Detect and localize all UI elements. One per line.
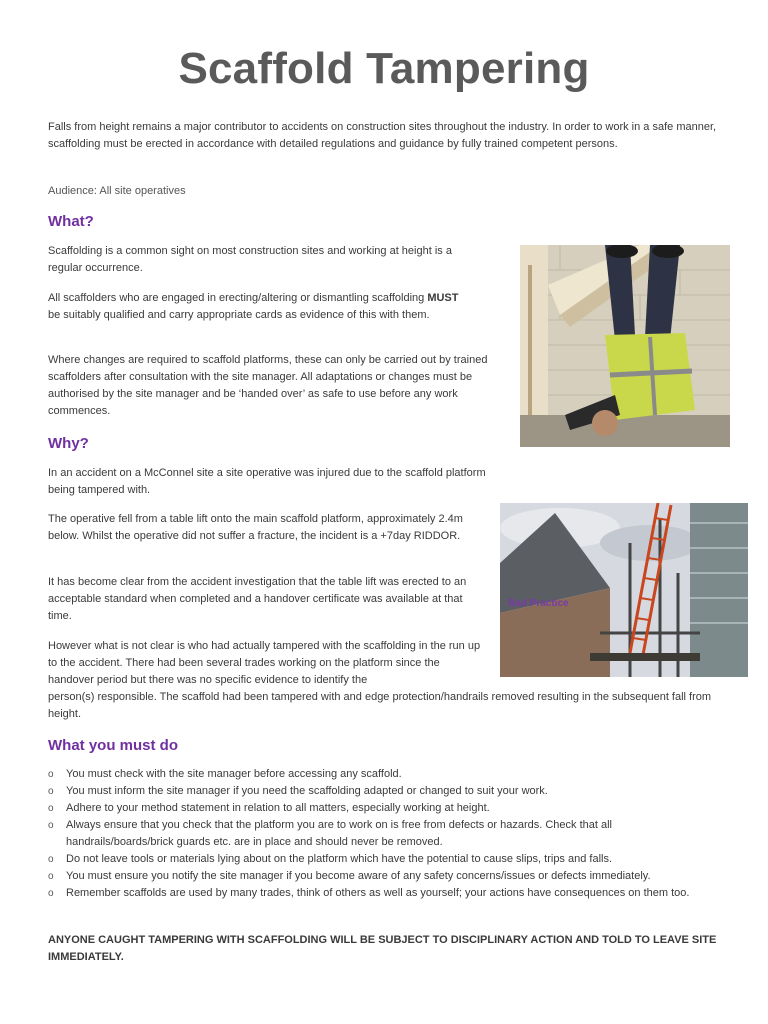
page-title: Scaffold Tampering — [178, 44, 590, 93]
list-item-text: You must ensure you notify the site manager if you become aware of any safety concerns/issues or defects immediately. — [66, 870, 651, 882]
what-p2-text: All scaffolders who are engaged in erecting/altering or dismantling scaffolding — [48, 292, 428, 304]
why-paragraph-2: The operative fell from a table lift onto the main scaffold platform, approximately 2.4m below. Whilst the operative did not suffer a fracture, the incident is a +7day RIDDOR. — [48, 513, 463, 542]
list-item-text: You must inform the site manager if you need the scaffolding adapted or changed to suit your work. — [66, 785, 548, 797]
why-heading: Why? — [48, 435, 89, 452]
what-p2-must: MUST — [427, 292, 459, 304]
worker-falling-photo — [520, 245, 730, 447]
bullet-icon: o — [48, 786, 54, 797]
must-heading: What you must do — [48, 737, 178, 754]
must-do-list — [48, 766, 718, 902]
intro-paragraph: Falls from height remains a major contributor to accidents on construction sites throughout the industry. In order to work in a safe manner, scaffolding must be erected in accordance with detailed regulations and guidance by fully trained competent persons. — [48, 121, 717, 150]
bullet-icon: o — [48, 803, 54, 814]
bullet-icon: o — [48, 888, 54, 899]
what-p2-text-end: be suitably qualified and carry appropriate cards as evidence of this with them. — [48, 309, 430, 321]
bullet-icon: o — [48, 854, 54, 865]
list-item — [48, 851, 718, 868]
photo-caption: Bad Practice — [508, 598, 569, 609]
why-paragraph-4a: However what is not clear is who had actually tampered with the scaffolding in the run up to the accident. There had been several trades working on the platform since the handover period but there was no specific evidence to identify the — [48, 640, 481, 686]
list-item-text: Adhere to your method statement in relation to all matters, especially working at height. — [66, 802, 490, 814]
why-paragraph-4b: person(s) responsible. The scaffold had been tampered with and edge protection/handrails removed resulting in the subsequent fall from height. — [48, 691, 712, 720]
list-item-text: Do not leave tools or materials lying about on the platform which have the potential to cause slips, trips and falls. — [66, 853, 613, 865]
what-paragraph-3: Where changes are required to scaffold platforms, these can only be carried out by trained scaffolders after consultation with the site manager. All adaptations or changes must be authorised by the site manager and be ‘handed over’ as safe to use before any work commences. — [48, 354, 488, 417]
what-heading: What? — [48, 213, 94, 230]
why-paragraph-3: It has become clear from the accident investigation that the table lift was erected to an acceptable standard when completed and a handover certificate was available at that time. — [48, 576, 467, 622]
bullet-icon: o — [48, 769, 54, 780]
scaffold-bad-practice-photo — [500, 503, 748, 677]
list-item — [48, 817, 718, 851]
worker-falling-illustration — [520, 245, 730, 447]
what-paragraph-1: Scaffolding is a common sight on most construction sites and working at height is a regular occurrence. — [48, 245, 452, 274]
list-item — [48, 783, 718, 800]
audience-line: Audience: All site operatives — [48, 185, 186, 197]
list-item — [48, 766, 718, 783]
list-item — [48, 800, 718, 817]
list-item — [48, 885, 718, 902]
list-item — [48, 868, 718, 885]
bullet-icon: o — [48, 820, 54, 831]
why-paragraph-1: In an accident on a McConnel site a site operative was injured due to the scaffold platform being tampered with. — [48, 467, 486, 496]
list-item-text: Always ensure that you check that the platform you are to work on is free from defects or hazards. Check that all handrails/boards/brick guards etc. are in place and should never be removed. — [66, 819, 612, 848]
disciplinary-warning: ANYONE CAUGHT TAMPERING WITH SCAFFOLDING WILL BE SUBJECT TO DISCIPLINARY ACTION AND TOLD TO LEAVE SITE IMMEDIATELY. — [48, 934, 717, 963]
scaffold-illustration — [500, 503, 748, 677]
list-item-text: You must check with the site manager before accessing any scaffold. — [66, 768, 402, 780]
list-item-text: Remember scaffolds are used by many trades, think of others as well as yourself; your actions have consequences on them too. — [66, 887, 690, 899]
bullet-icon: o — [48, 871, 54, 882]
what-paragraph-2 — [48, 290, 473, 324]
